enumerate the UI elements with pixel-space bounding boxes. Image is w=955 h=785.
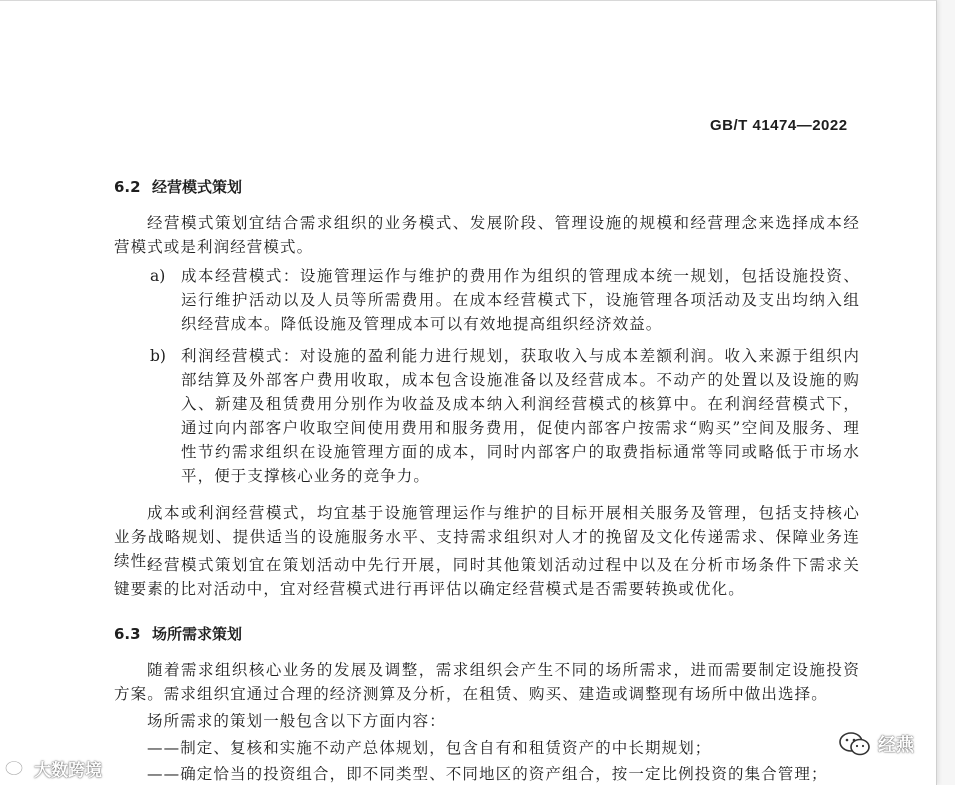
chat-bubble-icon <box>4 759 30 779</box>
section-heading-6-2 <box>114 176 242 197</box>
paragraph-intro: 经营模式策划宜结合需求组织的业务模式、发展阶段、管理设施的规模和经营理念来选择成本经营模式或是利润经营模式。 <box>114 214 860 256</box>
standard-number: GB/T 41474—2022 <box>710 117 848 134</box>
list-item-a: 成本经营模式：设施管理运作与维护的费用作为组织的管理成本统一规划，包括设施投资、运行维护活动以及人员等所需费用。在成本经营模式下，设施管理各项活动及支出均纳入组织经营成本。降低设施及管理成本可以有效地提高组织经济效益。 <box>181 267 860 333</box>
section-number: 6.2 <box>114 178 141 196</box>
list-marker-b: b) <box>150 347 166 365</box>
section-heading-6-3 <box>114 623 242 644</box>
section-number: 6.3 <box>114 625 141 643</box>
watermark-right <box>838 730 914 758</box>
list-marker-a: a) <box>150 267 166 285</box>
wechat-icon <box>838 730 872 758</box>
watermark-right-text: 经燕 <box>878 735 914 756</box>
paragraph-site-demand: 随着需求组织核心业务的发展及调整，需求组织会产生不同的场所需求，进而需要制定设施投资方案。需求组织宜通过合理的经济测算及分析，在租赁、购买、建造或调整现有场所中做出选择。 <box>114 661 860 703</box>
list-item-b: 利润经营模式：对设施的盈利能力进行规划，获取收入与成本差额利润。收入来源于组织内部结算及外部客户费用收取，成本包含设施准备以及经营成本。不动产的处置以及设施的购入、新建及租赁费用分别作为收益及成本纳入利润经营模式的核算中。在利润经营模式下，通过向内部客户收取空间使用费用和服务费用，促使内部客户按需求“购买”空间及服务、理性节约需求组织在设施管理方面的成本，同时内部客户的取费指标通常等同或略低于市场水平，便于支撑核心业务的竞争力。 <box>181 347 860 485</box>
paragraph-site-contents: 场所需求的策划一般包含以下方面内容： <box>147 712 446 730</box>
watermark-left-text: 大数跨境 <box>34 761 102 781</box>
paragraph-business-model: 成本或利润经营模式，均宜基于设施管理运作与维护的目标开展相关服务及管理，包括支持核心业务战略规划、提供适当的设施服务水平、支持需求组织对人才的挽留及文化传递需求、保障业务连续性。 <box>114 504 860 570</box>
section-title: 场所需求策划 <box>152 625 243 643</box>
dash-item-2: ——确定恰当的投资组合，即不同类型、不同地区的资产组合，按一定比例投资的集合管理； <box>147 765 828 783</box>
dash-item-1: ——制定、复核和实施不动产总体规划，包含自有和租赁资产的中长期规划； <box>147 739 712 757</box>
paragraph-planning-order: 经营模式策划宜在策划活动中先行开展，同时其他策划活动过程中以及在分析市场条件下需求关键要素的比对活动中，宜对经营模式进行再评估以确定经营模式是否需要转换或优化。 <box>114 556 860 598</box>
section-title: 经营模式策划 <box>152 178 243 196</box>
watermark-left <box>4 756 102 781</box>
